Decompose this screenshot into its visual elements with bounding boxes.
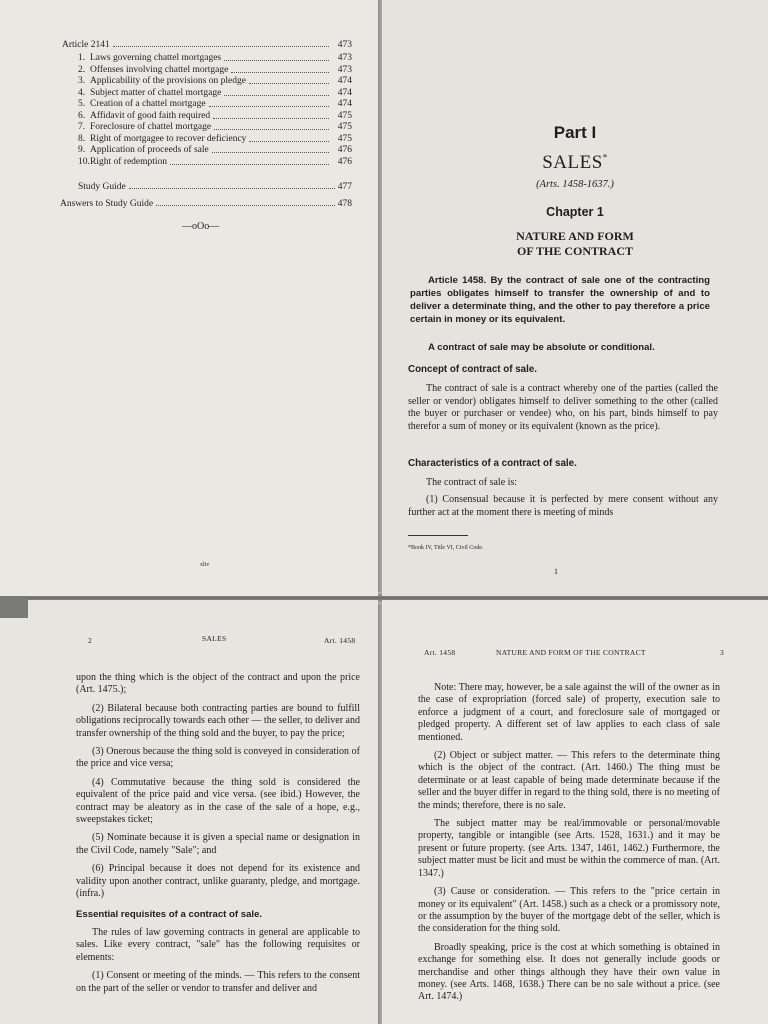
leader-dots xyxy=(231,65,329,73)
page-2 xyxy=(0,600,378,1024)
page-folio: xliv xyxy=(200,562,210,568)
toc-item xyxy=(78,157,352,168)
toc-item-label: Affidavit of good faith required xyxy=(90,110,211,121)
toc-item xyxy=(78,65,352,76)
toc-item-number: 10. xyxy=(78,156,90,167)
toc-page-number: 477 xyxy=(337,182,352,192)
toc-item-label: Right of redemption xyxy=(90,156,168,167)
leader-dots xyxy=(224,53,329,61)
characteristics-intro xyxy=(408,477,718,490)
toc-item-number: 4. xyxy=(78,87,86,98)
page-3-body xyxy=(418,682,720,1010)
toc-item xyxy=(78,88,352,99)
toc-answers-label: Answers to Study Guide xyxy=(60,199,154,209)
requisites-heading: Essential requisites of a contract of sale. xyxy=(76,908,263,920)
article-1458-second-para: A contract of sale may be absolute or conditional. xyxy=(428,342,655,353)
toc-item xyxy=(78,76,352,87)
article-reference: Art. 1458 xyxy=(324,636,356,645)
part-heading: Part I xyxy=(553,123,597,142)
article-range: (Arts. 1458-1637.) xyxy=(536,179,614,190)
paragraph: (3) Onerous because the thing sold is conveyed in consideration of the price and vice versa; xyxy=(76,746,360,770)
toc-page-number: 474 xyxy=(337,87,352,98)
toc-page xyxy=(0,0,378,596)
toc-page-number: 475 xyxy=(337,110,352,121)
article-1458-text: Article 1458. By the contract of sale one of the contracting parties obligates himself to transfer the ownership of and to deliver a determinate thing, and the other to pay therefore a price certain in money or its equivalent. xyxy=(410,275,710,325)
characteristics-heading: Characteristics of a contract of sale. xyxy=(408,458,577,469)
toc-item-number: 2. xyxy=(78,64,86,75)
page-3 xyxy=(382,600,768,1024)
chapter-title-line-2: OF THE CONTRACT xyxy=(516,244,633,258)
toc-item xyxy=(78,145,352,156)
toc-item-number: 9. xyxy=(78,145,86,155)
toc-page-number: 474 xyxy=(337,99,352,109)
toc-item-label: Laws governing chattel mortgages xyxy=(90,53,222,63)
paragraph: (3) Cause or consideration. — This refers to the "price certain in money or its equivalent" (Art. 1458.) such as a check or a promissory note, or the assumption by the buyer of the mortgage debt of the seller, which is the consideration for the thing sold. xyxy=(418,886,720,935)
leader-dots xyxy=(249,134,329,142)
paragraph: upon the thing which is the object of the contract and upon the price (Art. 1475.); xyxy=(76,672,360,696)
page-folio: 2 xyxy=(88,636,93,645)
toc-item-number: 1. xyxy=(78,53,86,63)
toc-item-label: Application of proceeds of sale xyxy=(90,145,209,155)
toc-page-number: 476 xyxy=(337,156,352,167)
page-2-body xyxy=(76,672,360,1001)
toc-item-number: 3. xyxy=(78,76,86,86)
leader-dots xyxy=(129,182,335,189)
toc-item xyxy=(78,111,352,122)
toc-study-guide-label: Study Guide xyxy=(78,182,126,192)
leader-dots xyxy=(214,122,329,130)
concept-body xyxy=(408,383,718,433)
paragraph: (2) Object or subject matter. — This refers to the determinate thing which is the object of the contract. (Art. 1460.) The thing must be determinate or at least capable of being made determinate because if the seller and the buyer differ in regard to the thing sold, there is no meeting of the minds; therefore, there is no sale. xyxy=(418,750,720,811)
toc-page-number: 474 xyxy=(337,76,352,86)
running-head: NATURE AND FORM OF THE CONTRACT xyxy=(496,648,646,657)
footnote: *Book IV, Title VI, Civil Code. xyxy=(408,545,484,551)
chapter-title-line-1: NATURE AND FORM xyxy=(516,229,634,243)
chapter-heading: Chapter 1 xyxy=(546,205,604,219)
part-title-page xyxy=(382,0,768,596)
concept-heading: Concept of contract of sale. xyxy=(408,364,538,375)
characteristic-1 xyxy=(408,494,718,519)
part-title-text: SALES xyxy=(542,152,603,173)
leader-dots xyxy=(209,99,329,107)
toc-item-label: Right of mortgagee to recover deficiency xyxy=(90,133,247,144)
toc-item-number: 8. xyxy=(78,133,86,144)
toc-answers xyxy=(60,199,352,209)
toc-page-number: 476 xyxy=(337,145,352,155)
toc-item-label: Subject matter of chattel mortgage xyxy=(90,87,222,98)
toc-page-number: 475 xyxy=(337,133,352,144)
paragraph: The subject matter may be real/immovable or personal/movable property, tangible or intangible (see Arts. 1528, 1631.) and it may be present or future property. (see Arts. 1347, 1461, 1462.) Furthermore, the subject matter must be licit and must be within the commerce of man. (Art. 1347.) xyxy=(418,818,720,879)
leader-dots xyxy=(213,111,329,119)
part-title xyxy=(382,152,768,174)
toc-item-label: Creation of a chattel mortgage xyxy=(90,99,206,109)
toc-item-number: 7. xyxy=(78,122,86,132)
characteristic-1-text: (1) Consensual because it is perfected by mere consent without any further act at the moment there is meeting of minds xyxy=(408,494,718,518)
toc-article-label: Article 2141 xyxy=(62,40,110,50)
toc-item xyxy=(78,99,352,110)
toc-page-number: 473 xyxy=(337,53,352,63)
paragraph: Broadly speaking, price is the cost at which something is obtained in exchange for something else. It does not generally include goods or merchandise and other things although they have their own value in money. (see Arts. 1468, 1638.) There can be no sale without a price. (see Art. 1474.) xyxy=(418,941,720,1003)
article-reference: Art. 1458 xyxy=(424,648,456,657)
page-folio: 3 xyxy=(720,648,725,657)
paragraph: (5) Nominate because it is given a special name or designation in the Civil Code, namely "Sale"; and xyxy=(76,832,360,856)
toc-item-label: Applicability of the provisions on pledge xyxy=(90,76,246,86)
toc-item-number: 5. xyxy=(78,99,86,109)
toc-page-number: 473 xyxy=(337,40,352,50)
separator-ornament: —oOo— xyxy=(182,221,220,232)
toc-page-number: 473 xyxy=(337,64,352,75)
paragraph: (4) Commutative because the thing sold is considered the equivalent of the price paid and vice versa. (see ibid.) However, the contract may be aleatory as in the case of the sale of a hope, e.g., sweepstakes ticket; xyxy=(76,776,360,826)
toc-item xyxy=(78,122,352,133)
leader-dots xyxy=(249,76,329,84)
toc-article-row xyxy=(62,40,352,50)
paragraph: (2) Bilateral because both contracting parties are bound to fulfill obligations reciprocally towards each other — the seller, to deliver and transfer ownership of the thing sold and the buyer, to pay the price; xyxy=(76,702,360,739)
paragraph: (1) Consent or meeting of the minds. — This refers to the consent on the part of the seller or vendor to transfer and deliver and xyxy=(76,970,360,994)
leader-dots xyxy=(224,88,329,96)
footnote-rule xyxy=(408,535,468,536)
paragraph: (6) Principal because it does not depend for its existence and validity upon another contract, unlike guaranty, pledge, and mortgage. (infra.) xyxy=(76,863,360,900)
toc-page-number: 478 xyxy=(337,199,352,209)
toc-item-number: 6. xyxy=(78,110,86,121)
running-head: SALES xyxy=(202,634,227,643)
paragraph: The rules of law governing contracts in general are applicable to sales. Like every contract, "sale" has the following requisites or elements: xyxy=(76,926,360,963)
paragraph: Note: There may, however, be a sale against the will of the owner as in the case of expropriation (forced sale) of property, execution sale to enforce a judgment of a court, and foreclosure sale of mortgaged or pledged property. A different set of law applies to each class of sale mentioned. xyxy=(418,682,720,743)
leader-dots xyxy=(212,145,329,153)
toc-study-guide xyxy=(78,182,352,192)
characteristics-intro-text: The contract of sale is: xyxy=(426,477,518,488)
footnote-mark: * xyxy=(602,152,608,163)
leader-dots xyxy=(170,157,329,165)
page-folio: 1 xyxy=(554,567,558,576)
leader-dots xyxy=(156,199,335,206)
toc-item-label: Offenses involving chattel mortgage xyxy=(90,64,229,75)
toc-page-number: 475 xyxy=(337,122,352,132)
leader-dots xyxy=(113,40,329,47)
toc-item-label: Foreclosure of chattel mortgage xyxy=(90,122,212,132)
toc-item xyxy=(78,53,352,64)
concept-paragraph: The contract of sale is a contract whereby one of the parties (called the seller or vendor) obligates himself to deliver something to the other (called the buyer or purchaser or vendee) who, on his part, binds himself to pay therefor a sum of money or its equivalent (known as the price). xyxy=(408,383,718,432)
toc-item xyxy=(78,134,352,145)
binder-clip xyxy=(0,596,28,618)
